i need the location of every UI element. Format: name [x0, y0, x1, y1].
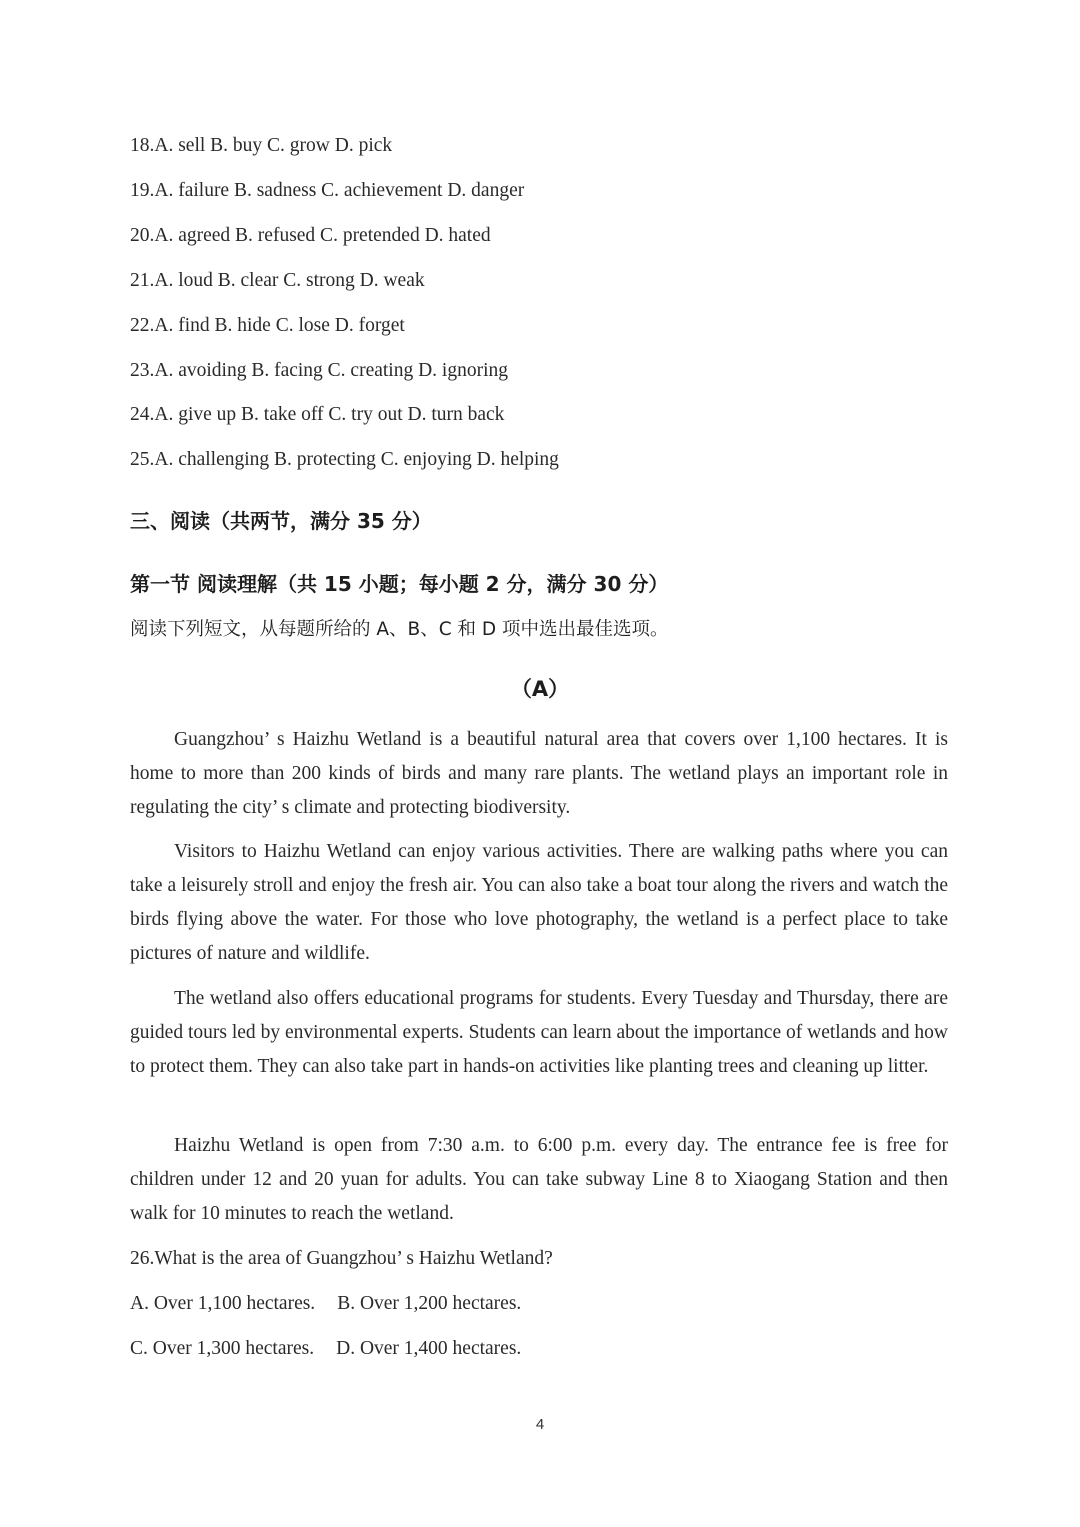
section-instruction: 阅读下列短文，从每题所给的 A、B、C 和 D 项中选出最佳选项。	[130, 619, 669, 640]
passage-paragraph: Guangzhou’ s Haizhu Wetland is a beautiful natural area that covers over 1,100 hectares. It is home to more than 200 kinds of birds and many rare plants. The wetland plays an important role in regulating the city’ s climate and protecting biodiversity.	[130, 729, 948, 818]
question-options-row	[130, 1337, 521, 1361]
cloze-option-line: 18.A. sell B. buy C. grow D. pick	[130, 135, 393, 156]
cloze-option-line: 23.A. avoiding B. facing C. creating D. ignoring	[130, 360, 509, 381]
cloze-option-line: 22.A. find B. hide C. lose D. forget	[130, 315, 405, 336]
option-d: D. Over 1,400 hectares.	[336, 1338, 522, 1359]
cloze-option-line: 19.A. failure B. sadness C. achievement D. danger	[130, 180, 525, 201]
option-c: C. Over 1,300 hectares.	[130, 1338, 315, 1359]
option-a: A. Over 1,100 hectares.	[130, 1293, 316, 1314]
cloze-option-line: 20.A. agreed B. refused C. pretended D. hated	[130, 225, 491, 246]
section-title: 三、阅读（共两节，满分 35 分）	[130, 509, 432, 533]
part-title: 第一节 阅读理解（共 15 小题；每小题 2 分，满分 30 分）	[130, 572, 669, 596]
cloze-option-line: 24.A. give up B. take off C. try out D. turn back	[130, 404, 505, 425]
question-stem: 26.What is the area of Guangzhou’ s Haizhu Wetland?	[130, 1248, 553, 1269]
question-options-row	[130, 1292, 521, 1316]
page-number: 4	[535, 1416, 545, 1433]
cloze-option-line: 25.A. challenging B. protecting C. enjoying D. helping	[130, 449, 559, 470]
passage-label: （A）	[510, 677, 570, 701]
option-b: B. Over 1,200 hectares.	[337, 1293, 522, 1314]
cloze-option-line: 21.A. loud B. clear C. strong D. weak	[130, 270, 425, 291]
passage-paragraph: Haizhu Wetland is open from 7:30 a.m. to 6:00 p.m. every day. The entrance fee is free for children under 12 and 20 yuan for adults. You can take subway Line 8 to Xiaogang Station and then walk for 10 minutes to reach the wetland.	[130, 1135, 948, 1224]
passage-paragraph: The wetland also offers educational programs for students. Every Tuesday and Thursday, there are guided tours led by environmental experts. Students can learn about the importance of wetlands and how to protect them. They can also take part in hands-on activities like planting trees and cleaning up litter.	[130, 988, 948, 1077]
passage-paragraph: Visitors to Haizhu Wetland can enjoy various activities. There are walking paths where you can take a leisurely stroll and enjoy the fresh air. You can also take a boat tour along the rivers and watch the birds flying above the water. For those who love photography, the wetland is a perfect place to take pictures of nature and wildlife.	[130, 841, 948, 964]
